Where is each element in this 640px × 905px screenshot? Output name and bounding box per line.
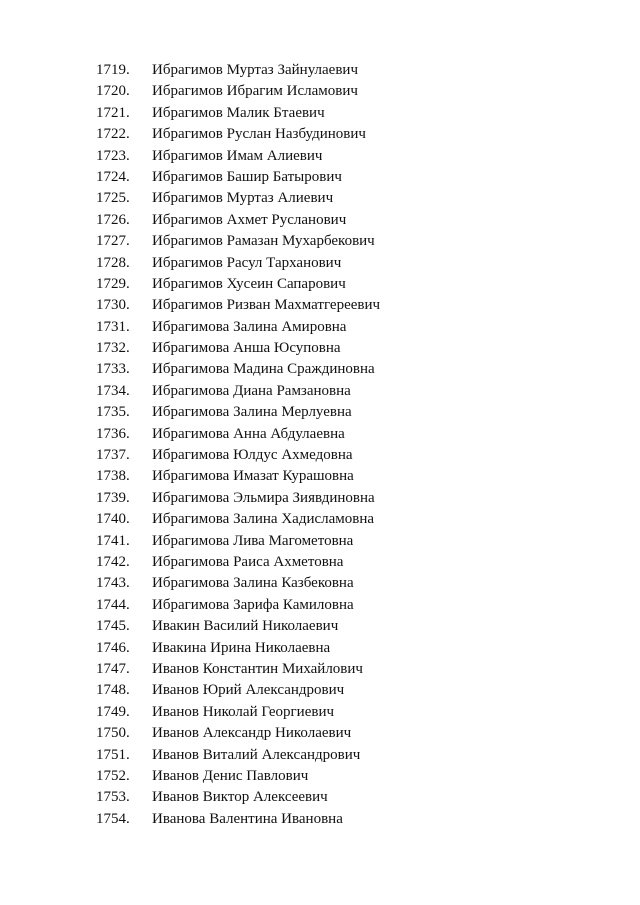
- entry-name: Ибрагимова Имазат Курашовна: [152, 468, 354, 485]
- entry-number: 1738.: [96, 468, 130, 485]
- entry-number: 1746.: [96, 639, 130, 656]
- entry-number: 1739.: [96, 489, 130, 506]
- list-item: [96, 231, 380, 252]
- entry-name: Ибрагимова Залина Хадисламовна: [152, 511, 375, 528]
- entry-name: Ибрагимова Залина Амировна: [152, 318, 347, 335]
- entry-number: 1745.: [96, 618, 130, 635]
- entry-number: 1744.: [96, 596, 130, 613]
- list-item: [96, 124, 380, 145]
- list-item: [96, 531, 380, 552]
- list-item: [96, 359, 380, 380]
- entry-name: Ивакин Василий Николаевич: [152, 618, 339, 635]
- entry-name: Ибрагимов Руслан Назбудинович: [152, 126, 366, 143]
- entry-number: 1736.: [96, 425, 130, 442]
- entry-name: Ибрагимова Залина Мерлуевна: [152, 404, 352, 421]
- entry-name: Иванов Александр Николаевич: [152, 725, 352, 742]
- list-item: [96, 317, 380, 338]
- list-item: [96, 381, 380, 402]
- entry-number: 1731.: [96, 318, 130, 335]
- entry-number: 1748.: [96, 682, 130, 699]
- entry-name: Иванов Виталий Александрович: [152, 746, 361, 763]
- list-item: [96, 723, 380, 744]
- entry-number: 1743.: [96, 575, 130, 592]
- entry-name: Ибрагимова Эльмира Зиявдиновна: [152, 489, 375, 506]
- entry-name: Ибрагимов Рамазан Мухарбекович: [152, 233, 375, 250]
- entry-number: 1747.: [96, 660, 130, 677]
- list-item: [96, 659, 380, 680]
- entry-number: 1723.: [96, 147, 130, 164]
- list-item: [96, 509, 380, 530]
- entry-name: Иванова Валентина Ивановна: [152, 810, 343, 827]
- entry-number: 1730.: [96, 297, 130, 314]
- entry-name: Ибрагимова Залина Казбековна: [152, 575, 354, 592]
- entry-name: Ибрагимов Имам Алиевич: [152, 147, 323, 164]
- list-item: [96, 787, 380, 808]
- list-item: [96, 338, 380, 359]
- entry-name: Ибрагимов Башир Батырович: [152, 168, 342, 185]
- entry-number: 1725.: [96, 190, 130, 207]
- entry-number: 1742.: [96, 553, 130, 570]
- entry-name: Иванов Денис Павлович: [152, 767, 309, 784]
- entry-name: Ибрагимова Анна Абдулаевна: [152, 425, 345, 442]
- entry-name: Ивакина Ирина Николаевна: [152, 639, 331, 656]
- entry-name: Ибрагимова Лива Магометовна: [152, 532, 354, 549]
- list-item: [96, 424, 380, 445]
- entry-number: 1750.: [96, 725, 130, 742]
- entry-number: 1737.: [96, 447, 130, 464]
- list-item: [96, 210, 380, 231]
- entry-number: 1741.: [96, 532, 130, 549]
- entry-name: Ибрагимов Малик Бтаевич: [152, 104, 325, 121]
- entry-name: Иванов Виктор Алексеевич: [152, 789, 328, 806]
- entry-name: Ибрагимов Хусеин Сапарович: [152, 275, 346, 292]
- entry-number: 1727.: [96, 233, 130, 250]
- entry-name: Иванов Константин Михайлович: [152, 660, 363, 677]
- entry-name: Ибрагимова Зарифа Камиловна: [152, 596, 354, 613]
- list-item: [96, 488, 380, 509]
- entry-name: Ибрагимов Ризван Махматгереевич: [152, 297, 381, 314]
- list-item: [96, 616, 380, 637]
- list-item: [96, 402, 380, 423]
- list-item: [96, 60, 380, 81]
- entry-number: 1720.: [96, 83, 130, 100]
- list-item: [96, 274, 380, 295]
- entry-number: 1729.: [96, 275, 130, 292]
- entry-number: 1735.: [96, 404, 130, 421]
- entry-number: 1734.: [96, 382, 130, 399]
- list-item: [96, 766, 380, 787]
- list-item: [96, 81, 380, 102]
- entry-name: Ибрагимова Раиса Ахметовна: [152, 553, 344, 570]
- entry-number: 1726.: [96, 211, 130, 228]
- entry-name: Ибрагимов Муртаз Алиевич: [152, 190, 334, 207]
- list-item: [96, 103, 380, 124]
- list-item: [96, 188, 380, 209]
- entry-name: Ибрагимова Анша Юсуповна: [152, 340, 341, 357]
- list-item: [96, 680, 380, 701]
- list-item: [96, 702, 380, 723]
- entry-name: Ибрагимова Диана Рамзановна: [152, 382, 351, 399]
- entry-name: Ибрагимова Мадина Сраждиновна: [152, 361, 375, 378]
- list-item: [96, 552, 380, 573]
- entry-number: 1752.: [96, 767, 130, 784]
- list-item: [96, 573, 380, 594]
- entry-name: Ибрагимов Ибрагим Исламович: [152, 83, 358, 100]
- entry-number: 1728.: [96, 254, 130, 271]
- entry-number: 1754.: [96, 810, 130, 827]
- list-item: [96, 146, 380, 167]
- list-item: [96, 466, 380, 487]
- list-item: [96, 295, 380, 316]
- entry-name: Ибрагимов Муртаз Зайнулаевич: [152, 62, 358, 78]
- list-item: [96, 445, 380, 466]
- entry-name: Ибрагимов Ахмет Русланович: [152, 211, 347, 228]
- list-item: [96, 595, 380, 616]
- list-item: [96, 167, 380, 188]
- entry-number: 1724.: [96, 168, 130, 185]
- entry-name: Иванов Николай Георгиевич: [152, 703, 335, 720]
- entry-number: 1721.: [96, 104, 130, 121]
- list-item: [96, 809, 380, 830]
- entry-number: 1740.: [96, 511, 130, 528]
- list-item: [96, 638, 380, 659]
- entry-name: Иванов Юрий Александрович: [152, 682, 345, 699]
- entry-number: 1732.: [96, 340, 130, 357]
- entry-name: Ибрагимов Расул Тарханович: [152, 254, 342, 271]
- entry-number: 1749.: [96, 703, 130, 720]
- entry-number: 1753.: [96, 789, 130, 806]
- list-item: [96, 745, 380, 766]
- entry-name: Ибрагимова Юлдус Ахмедовна: [152, 447, 353, 464]
- list-item: [96, 253, 380, 274]
- entry-number: 1719.: [96, 62, 130, 78]
- entry-number: 1733.: [96, 361, 130, 378]
- entry-number: 1722.: [96, 126, 130, 143]
- name-list: [96, 60, 380, 830]
- entry-number: 1751.: [96, 746, 130, 763]
